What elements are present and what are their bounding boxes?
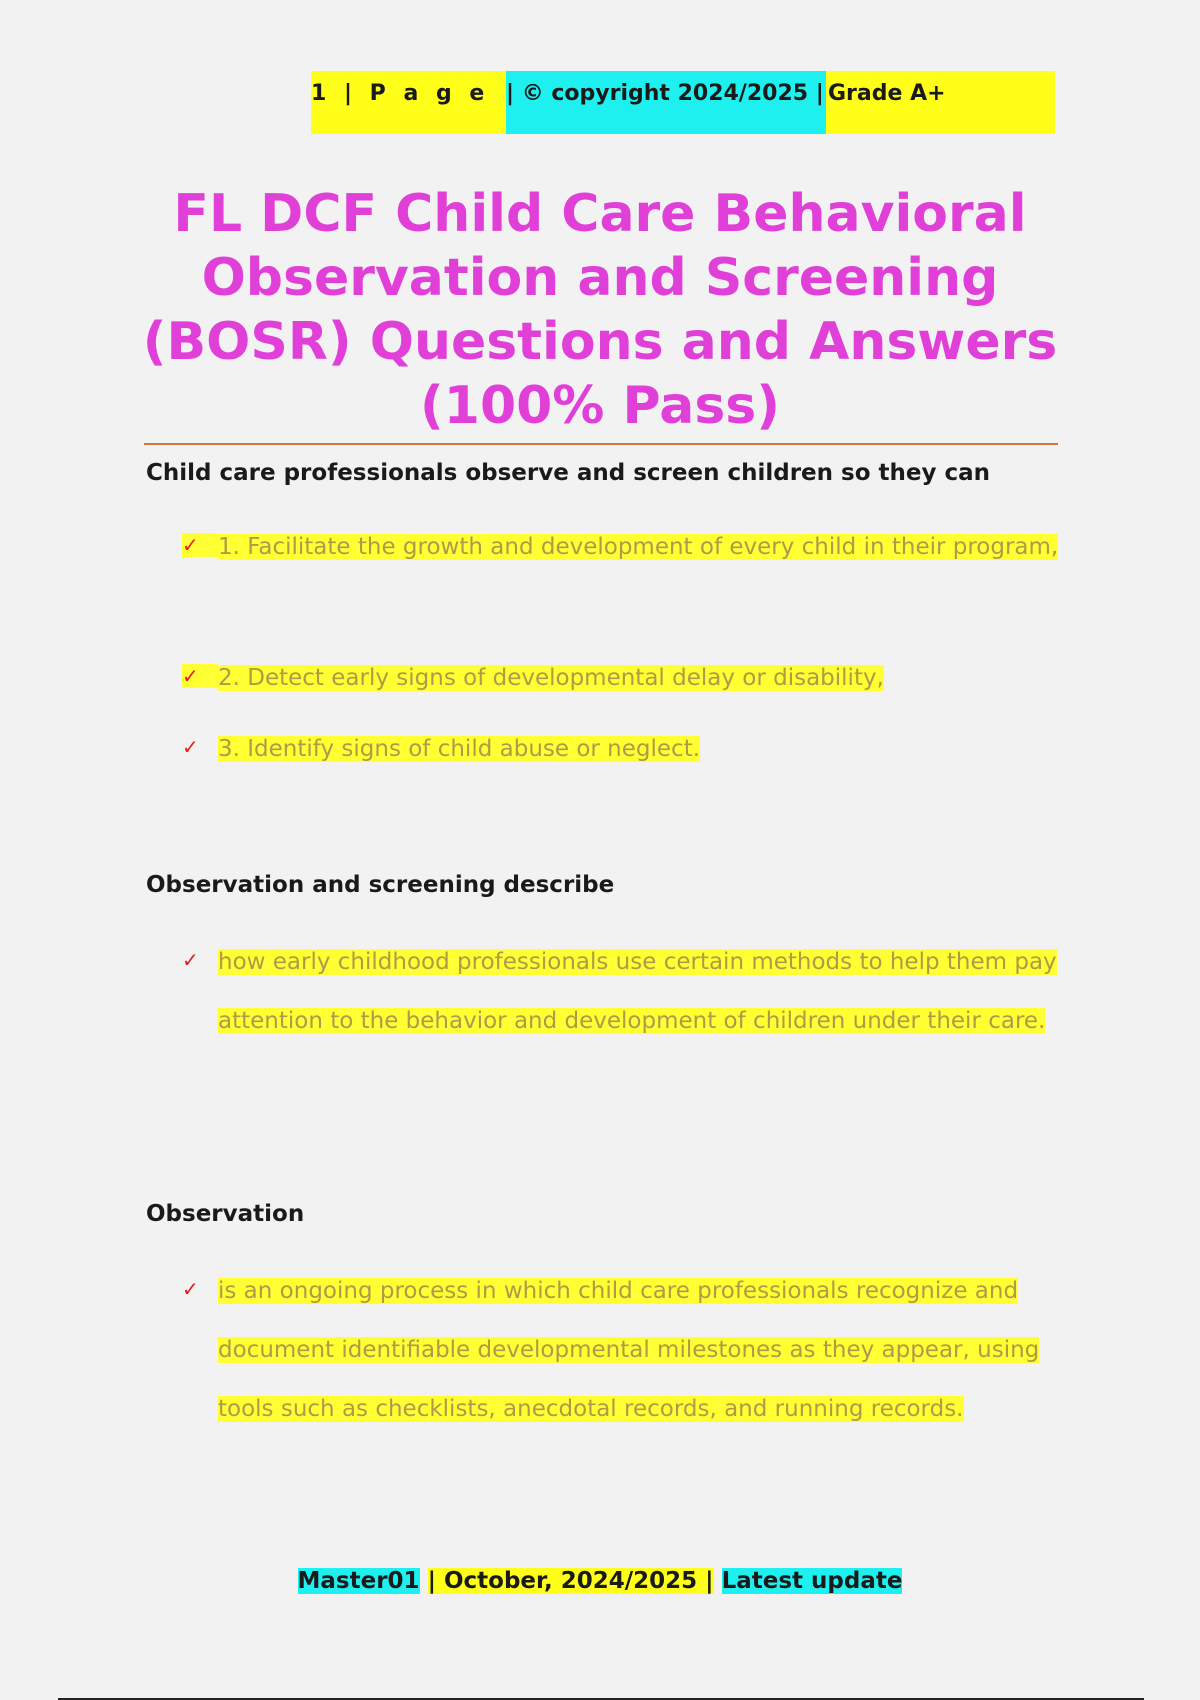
- grade-label: Grade A+: [826, 71, 1055, 134]
- page-footer: [0, 1568, 1200, 1594]
- title-divider: [144, 443, 1058, 445]
- question-2: Observation and screening describe: [146, 872, 615, 898]
- check-mark-icon: ✓: [182, 664, 218, 688]
- check-mark-icon: ✓: [182, 948, 199, 972]
- answer-text: how early childhood professionals use certain methods to help them pay attention to the behavior and development of children under their care.: [218, 949, 1057, 1034]
- question-3: Observation: [146, 1201, 305, 1227]
- answer-text: 1. Facilitate the growth and development of every child in their program,: [218, 534, 1059, 560]
- answer-item: [182, 1277, 1062, 1439]
- check-mark-icon: ✓: [182, 735, 199, 759]
- page-number: 1 | P a g e: [311, 71, 506, 134]
- question-1: Child care professionals observe and screen children so they can: [146, 460, 991, 486]
- answer-text: 3. Identify signs of child abuse or neglect.: [218, 736, 701, 762]
- check-mark-icon: ✓: [182, 1277, 199, 1301]
- copyright-notice: | © copyright 2024/2025 |: [506, 71, 826, 134]
- footer-author: Master01: [297, 1568, 420, 1594]
- document-title: FL DCF Child Care Behavioral Observation and Screening (BOSR) Questions and Answers (100% Pass): [142, 184, 1058, 436]
- answer-item: [182, 664, 1062, 708]
- answer-text: 2. Detect early signs of developmental delay or disability,: [218, 665, 884, 691]
- footer-date: | October, 2024/2025 |: [427, 1568, 714, 1594]
- answer-item: [182, 948, 1062, 1051]
- check-mark-icon: ✓: [182, 533, 218, 557]
- answer-item: [182, 735, 1062, 779]
- footer-status: Latest update: [721, 1568, 903, 1594]
- answer-item: [182, 533, 1062, 577]
- page-header: [311, 71, 1055, 134]
- answer-text: is an ongoing process in which child care professionals recognize and document identifiable developmental milestones as they appear, using tools such as checklists, anecdotal records, and running records.: [218, 1278, 1040, 1422]
